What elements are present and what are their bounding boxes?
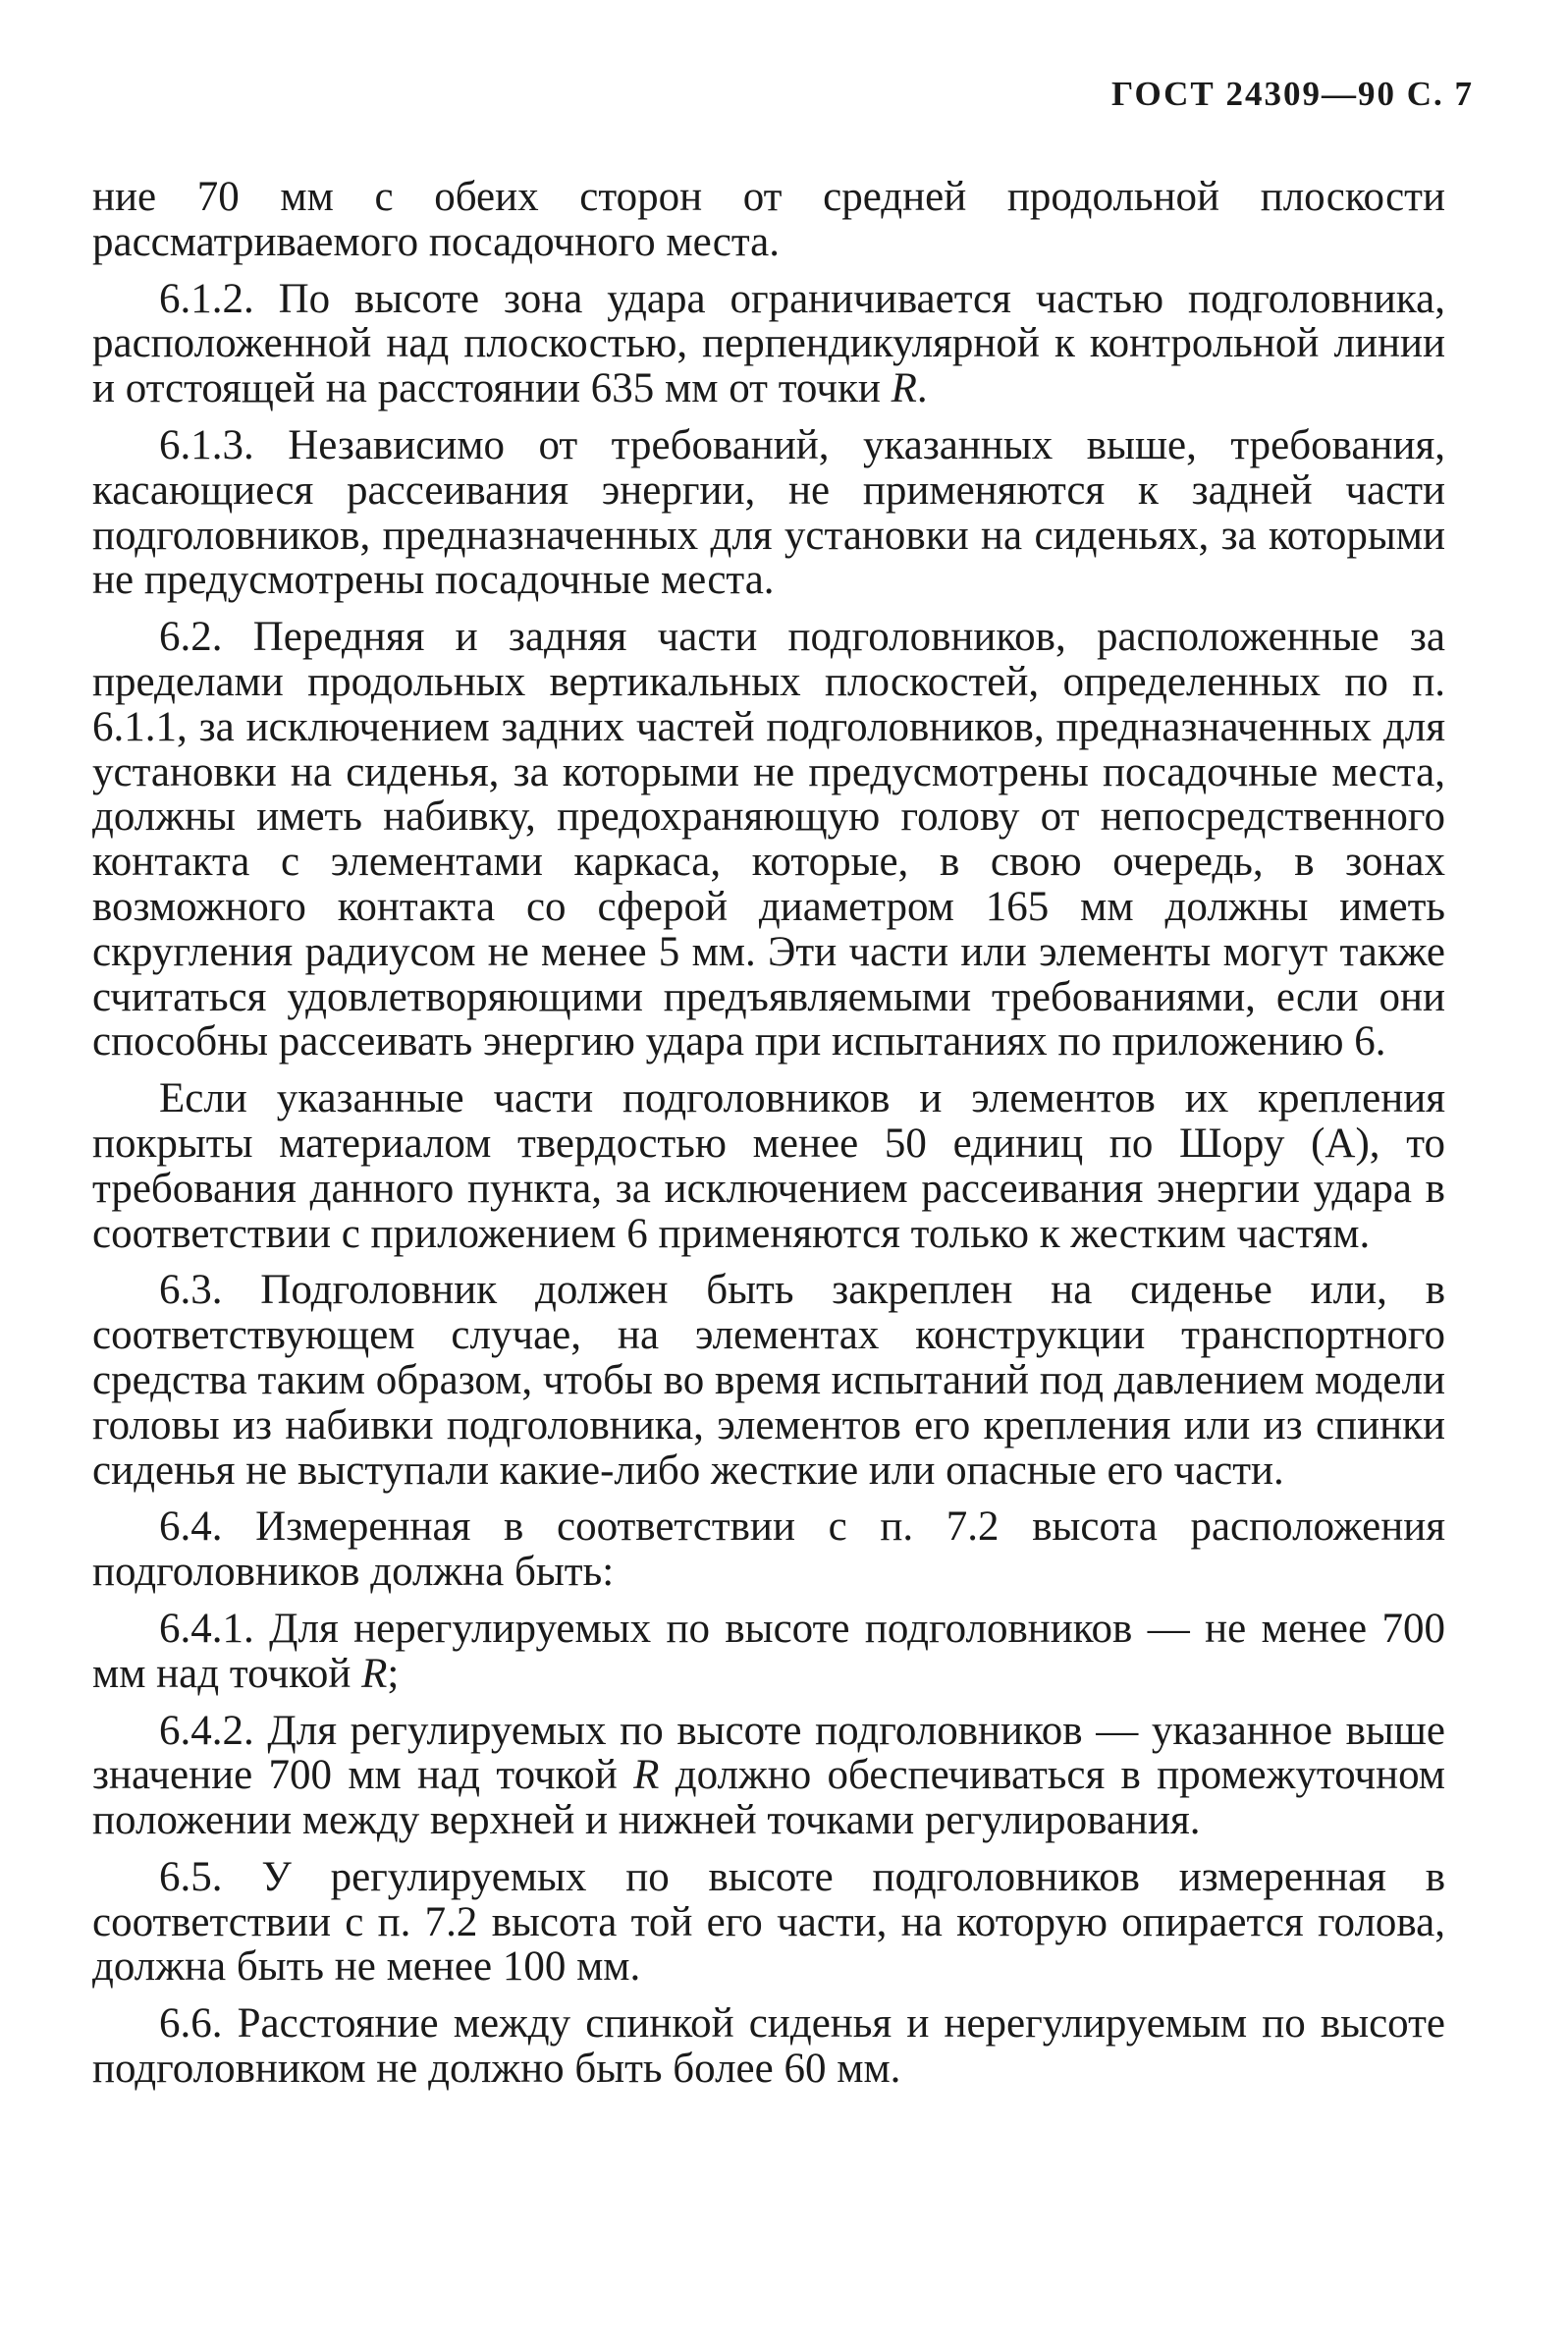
- running-header: ГОСТ 24309—90 С. 7: [1111, 75, 1474, 113]
- paragraph-6-2-note: Если указанные части подголовников и элементов их крепления покрыты материалом твердостью менее 50 единиц по Шору (А), то требования данного пункта, за исключением рассеивания энергии удара в соответствии с приложением 6 применяются только к жестким частям.: [92, 1075, 1445, 1257]
- paragraph-6-4-2: 6.4.2. Для регулируемых по высоте подголовников — указанное выше значение 700 мм над точкой R должно обеспечиваться в промежуточном положении между верхней и нижней точками регулирования.: [92, 1707, 1445, 1844]
- paragraph-6-6: 6.6. Расстояние между спинкой сиденья и нерегулируемым по высоте подголовником не должно быть более 60 мм.: [92, 2000, 1445, 2093]
- point-r-symbol: R: [633, 1752, 660, 1799]
- paragraph-6-3: 6.3. Подголовник должен быть закреплен на сиденье или, в соответствующем случае, на элементах конструкции транспортного средства таким образом, чтобы во время испытаний под давлением модели головы из набивки подголовника, элементов его крепления или из спинки сиденья не выступали какие-либо жесткие или опасные его части.: [92, 1267, 1445, 1494]
- paragraph-6-5: 6.5. У регулируемых по высоте подголовников измеренная в соответствии с п. 7.2 высота той его части, на которую опирается голова, должна быть не менее 100 мм.: [92, 1853, 1445, 1991]
- paragraph-6-1-2: 6.1.2. По высоте зона удара ограничивается частью подголовника, расположенной над плоскостью, перпендикулярной к контрольной линии и отстоящей на расстоянии 635 мм от точки R.: [92, 275, 1445, 412]
- paragraph-6-1-3: 6.1.3. Независимо от требований, указанных выше, требования, касающиеся рассеивания энергии, не применяются к задней части подголовников, предназначенных для установки на сиденьях, за которыми не предусмотрены посадочные места.: [92, 421, 1445, 604]
- paragraph-6-4-1: 6.4.1. Для нерегулируемых по высоте подголовников — не менее 700 мм над точкой R;: [92, 1605, 1445, 1697]
- paragraph-continuation: ние 70 мм с обеих сторон от средней продольной плоскости рассматриваемого посадочного места.: [92, 174, 1445, 265]
- point-r-symbol: R: [891, 365, 917, 412]
- paragraph-6-4: 6.4. Измеренная в соответствии с п. 7.2 высота расположения подголовников должна быть:: [92, 1503, 1445, 1596]
- paragraph-6-2: 6.2. Передняя и задняя части подголовников, расположенные за пределами продольных вертикальных плоскостей, определенных по п. 6.1.1, за исключением задних частей подголовников, предназначенных для установки на сиденья, за которыми не предусмотрены посадочные места, должны иметь набивку, предохраняющую голову от непосредственного контакта с элементами каркаса, которые, в свою очередь, в зонах возможного контакта со сферой диаметром 165 мм должны иметь скругления радиусом не менее 5 мм. Эти части или элементы могут также считаться удовлетворяющими предъявляемыми требованиями, если они способны рассеивать энергию удара при испытаниях по приложению 6.: [92, 614, 1445, 1065]
- document-body: [92, 175, 1445, 2103]
- point-r-symbol: R: [361, 1650, 388, 1697]
